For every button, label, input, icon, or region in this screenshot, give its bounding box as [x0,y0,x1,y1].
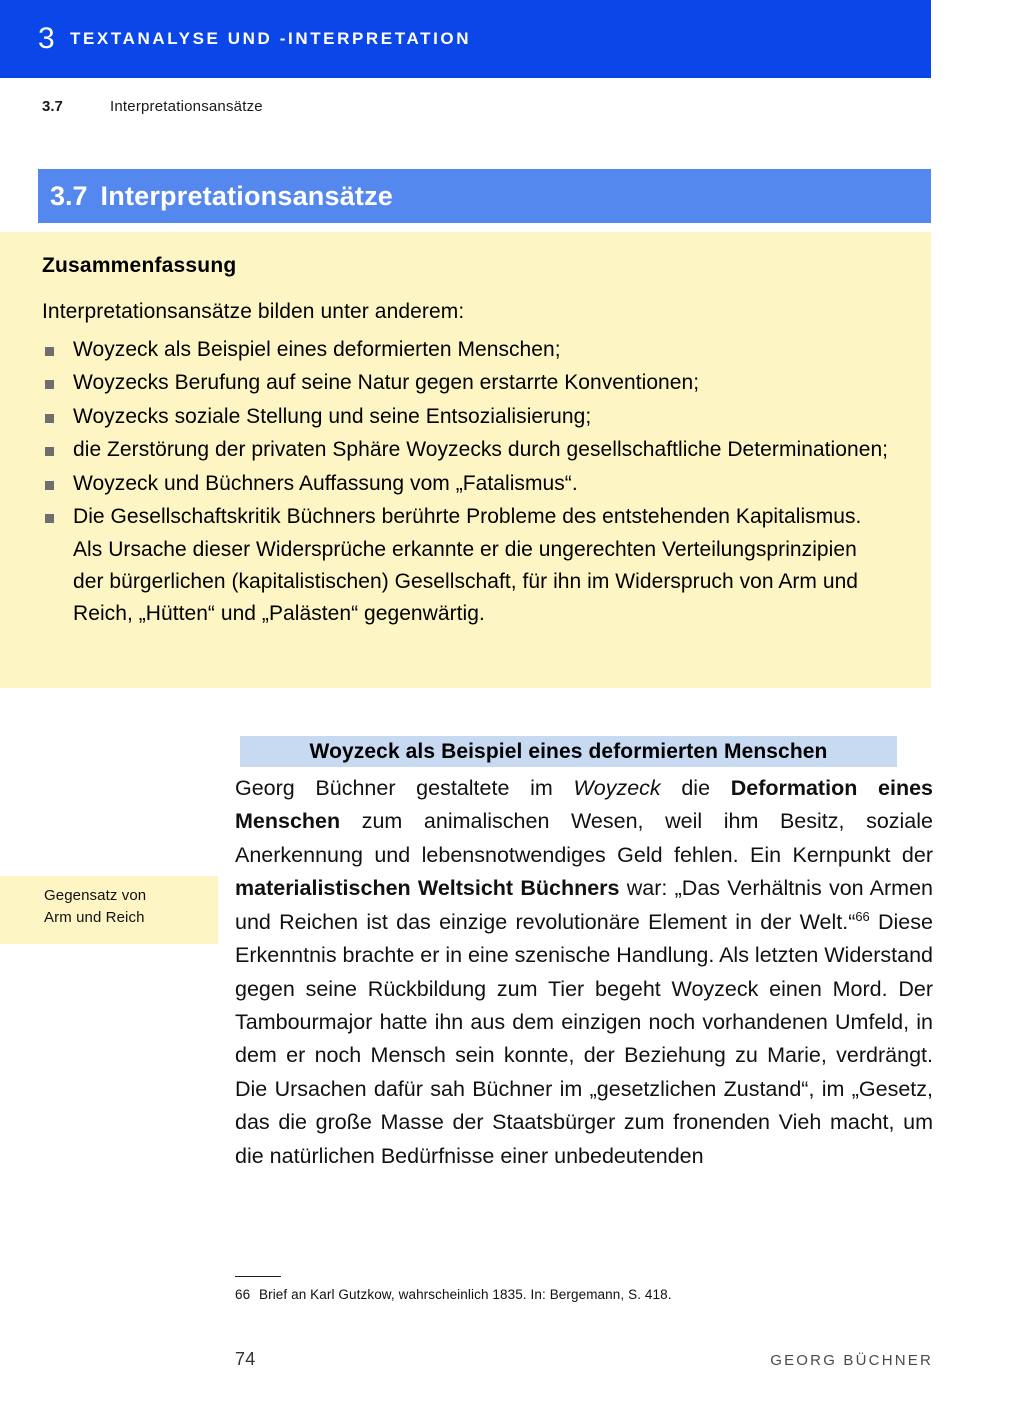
body-text-run-3: zum animalischen Wesen, weil ihm Besitz, soziale Anerkennung und lebensnotwendiges Geld fehlen. Ein Kernpunkt der [235,809,933,867]
footnote-area [235,1276,933,1305]
page-footer [235,1349,933,1370]
main-text-column [235,736,933,1173]
body-text-run-2: die [660,776,731,800]
footnote-text: Brief an Karl Gutzkow, wahrscheinlich 1835. In: Bergemann, S. 418. [259,1287,672,1302]
chapter-number: 3 [38,22,56,55]
subsection-heading-bar [240,736,897,767]
list-item-label: Woyzecks Berufung auf seine Natur gegen erstarrte Konventionen; [73,371,700,395]
body-text-bold-deformation: Deformation eines Menschen [235,776,933,834]
list-item [42,401,893,433]
list-item-label: Woyzeck und Büchners Auffassung vom „Fatalismus“. [73,471,578,495]
square-bullet-icon [45,481,54,490]
margin-note-line-1: Gegensatz von [44,887,147,904]
summary-list [42,334,893,631]
body-text-run-4: war: „Das Verhältnis von Armen und Reichen ist das einzige revolutionäre Element in der Welt.“ [235,876,933,934]
body-text-run-5: Diese Erkenntnis brachte er in eine szenische Handlung. Als letzten Widerstand gegen seine Rückbildung zum Tier begeht Woyzeck einen Mord. Der Tambourmajor hatte ihn aus dem einzigen noch vorhandenen Umfeld, in dem er noch Mensch sein konnte, der Beziehung zu Marie, verdrängt. Die Ursachen dafür sah Büchner im „gesetzlichen Zustand“, im „Gesetz, das die große Masse der Staatsbürger zum fronenden Vieh macht, um die natürlichen Bedürfnisse einer unbedeutenden [235,909,933,1168]
breadcrumb-label: Interpretationsansätze [110,98,263,115]
square-bullet-icon [45,347,54,356]
list-item [42,468,893,500]
square-bullet-icon [45,380,54,389]
section-title-bar [38,169,931,223]
footnote-number: 66 [235,1287,251,1302]
square-bullet-icon [45,447,54,456]
chapter-title: TEXTANALYSE UND -INTERPRETATION [70,29,472,48]
summary-box [0,232,931,688]
summary-heading: Zusammenfassung [42,254,237,277]
section-number: 3.7 [50,180,88,211]
body-paragraph [235,772,933,1173]
footnote-item [235,1286,933,1305]
margin-note-line-2: Arm und Reich [44,908,145,926]
chapter-running-head-bar [0,0,931,78]
breadcrumb-number: 3.7 [42,98,63,115]
body-text-run-1: Georg Büchner gestaltete im [235,776,574,800]
footnote-reference-marker[interactable]: 66 [855,908,870,924]
margin-note-box [0,876,218,944]
page-number: 74 [235,1349,256,1369]
breadcrumb [42,98,263,115]
list-item-label: Woyzecks soziale Stellung und seine Entsozialisierung; [73,404,592,428]
list-item [42,334,893,366]
footer-book-title: GEORG BÜCHNER [770,1352,933,1369]
body-text-bold-weltsicht: materialistischen Weltsicht Büchners [235,876,620,901]
list-item-label: Woyzeck als Beispiel eines deformierten Menschen; [73,337,561,361]
section-title: Interpretationsansätze [100,180,394,211]
square-bullet-icon [45,514,54,523]
list-item [42,367,893,399]
square-bullet-icon [45,414,54,423]
list-item-label: die Zerstörung der privaten Sphäre Woyzecks durch gesellschaftliche Determinationen; [73,438,889,462]
list-item [42,434,893,466]
subsection-title: Woyzeck als Beispiel eines deformierten Menschen [309,739,828,763]
list-item [42,501,893,631]
summary-intro: Interpretationsansätze bilden unter anderem: [42,300,465,323]
footnote-separator-rule [235,1276,281,1277]
list-item-label: Die Gesellschaftskritik Büchners berührte Probleme des entstehenden Kapitalismus. Als Ursache dieser Widersprüche erkannte er die ungerechten Verteilungsprinzipien der bürgerlichen (kapitalistischen) Gesellschaft, für ihn im Widerspruch von Arm und Reich, „Hütten“ und „Palästen“ gegenwärtig. [73,505,862,626]
body-text-italic-woyzeck: Woyzeck [573,776,661,800]
